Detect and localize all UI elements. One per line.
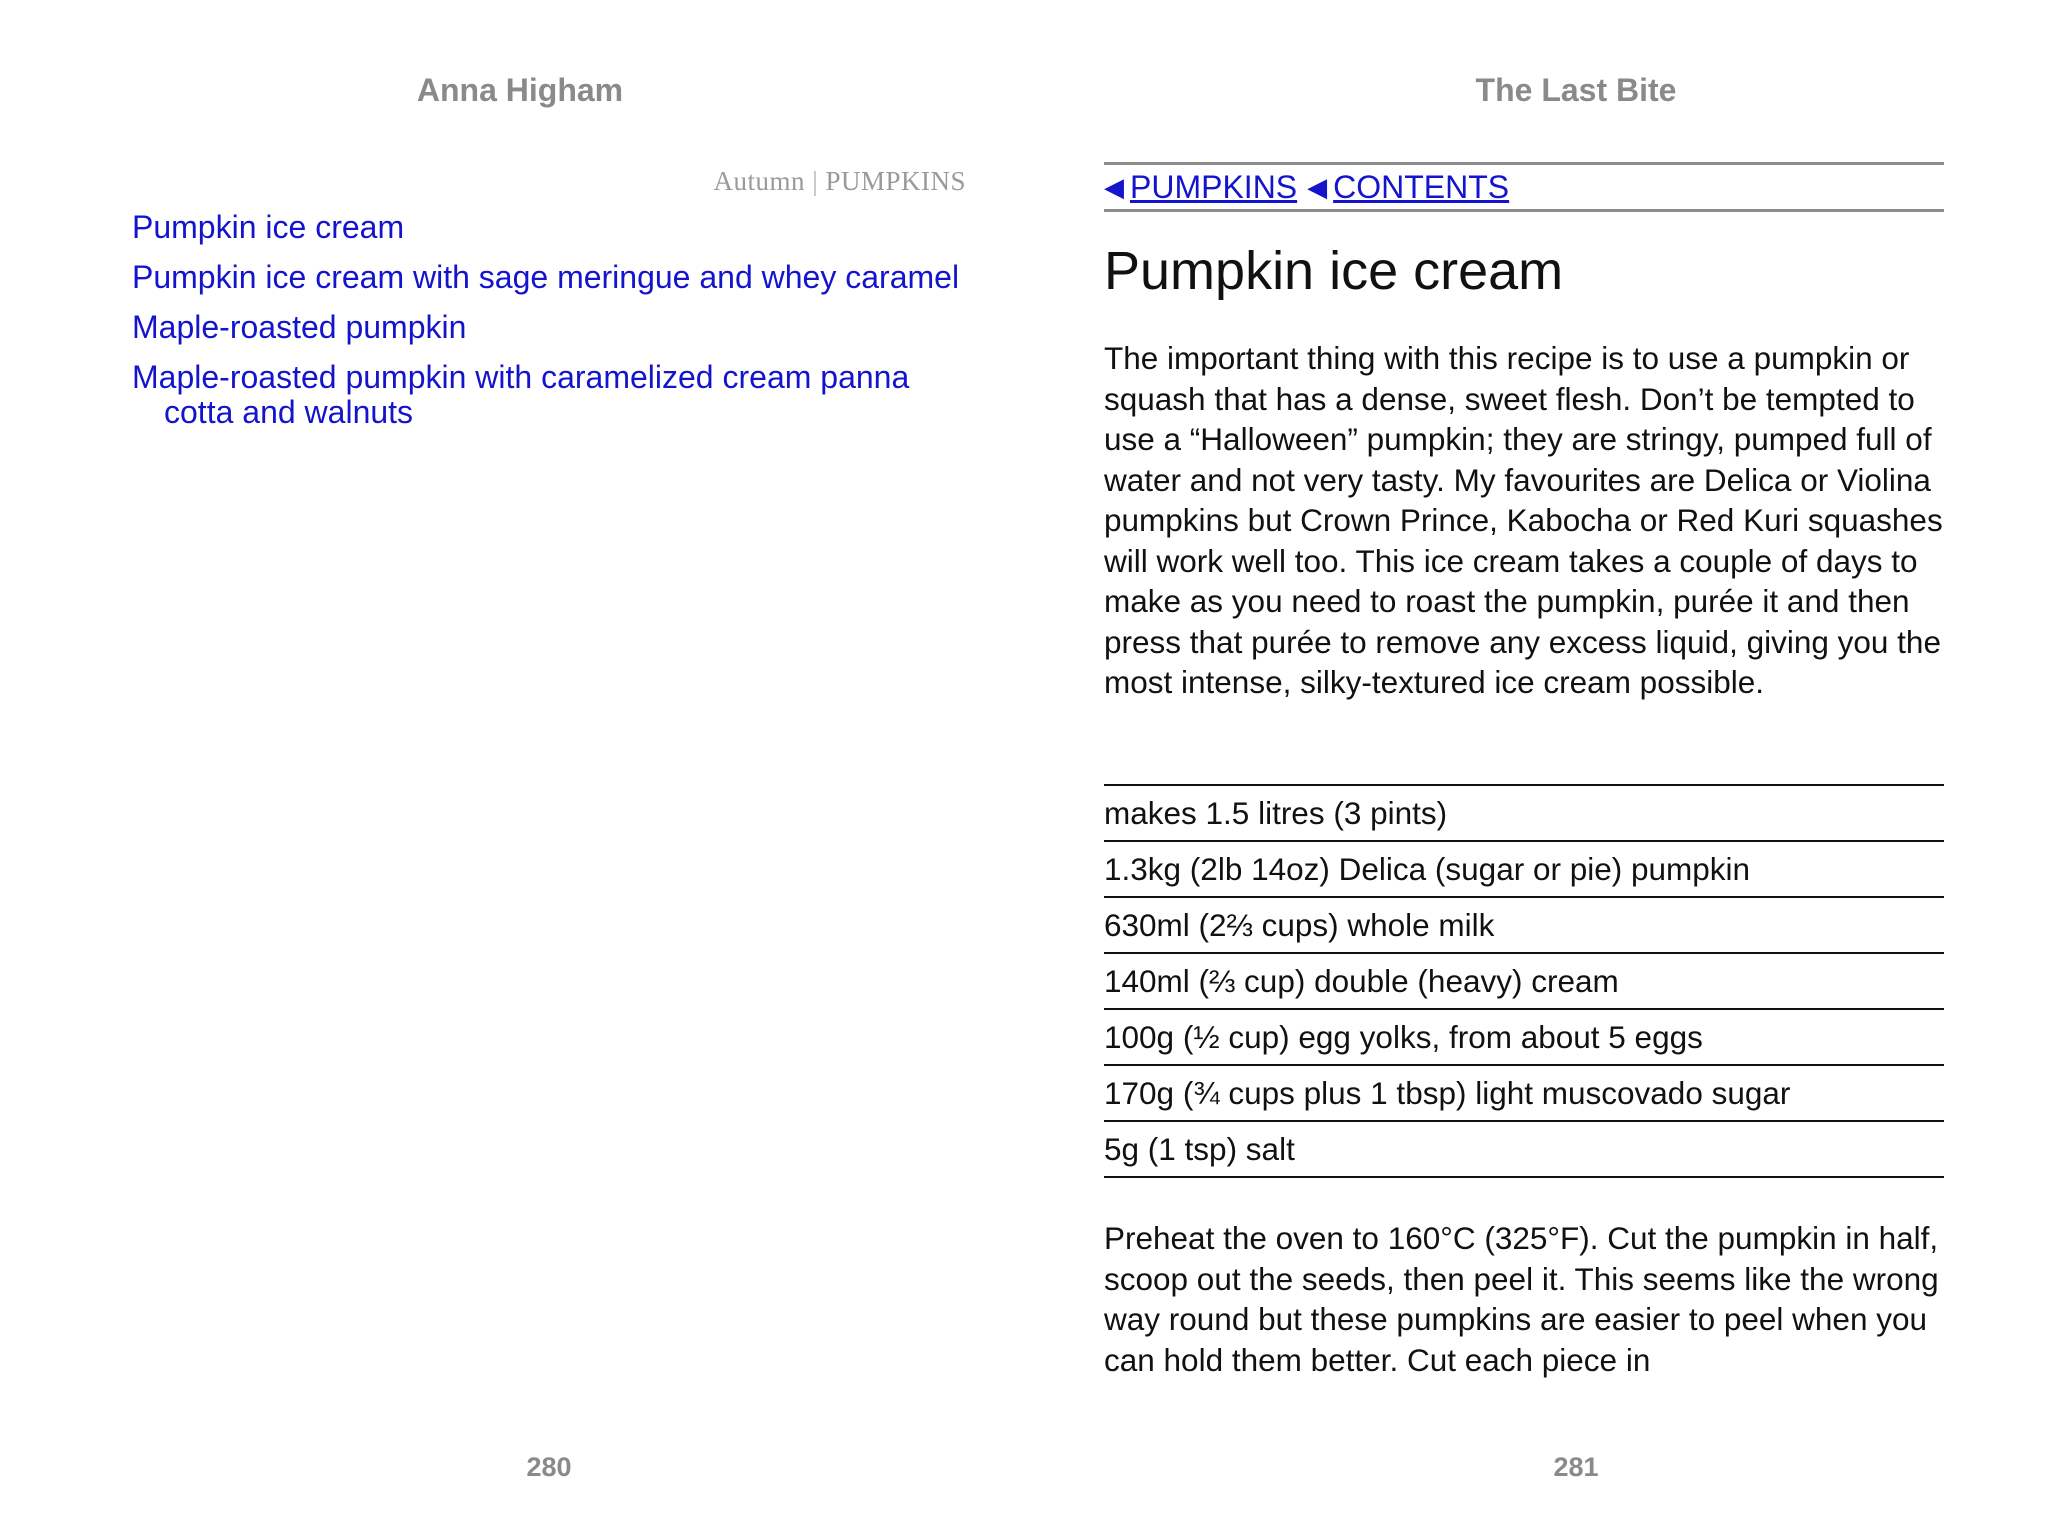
- section-category: PUMPKINS: [825, 166, 966, 196]
- back-triangle-icon: ◀: [1307, 171, 1328, 202]
- nav-link-contents[interactable]: [1307, 169, 1509, 206]
- running-head-book-title: The Last Bite: [1475, 72, 1677, 108]
- ingredients-table: [1104, 784, 1944, 1178]
- section-label: [132, 166, 966, 197]
- ingredient-row: 170g (¾ cups plus 1 tbsp) light muscovado sugar: [1104, 1066, 1944, 1122]
- ingredient-row: 630ml (2⅔ cups) whole milk: [1104, 898, 1944, 954]
- recipe-intro: The important thing with this recipe is to use a pumpkin or squash that has a dense, sweet flesh. Don’t be tempted to use a “Halloween” pumpkin; they are stringy, pumped full of water and not very tasty. My favourites are Delica or Violina pumpkins but Crown Prince, Kabocha or Red Kuri squashes will work well too. This ice cream takes a couple of days to make as you need to roast the pumpkin, purée it and then press that purée to remove any excess liquid, giving you the most intense, silky-textured ice cream possible.: [1104, 340, 1943, 700]
- recipe-title: Pumpkin ice cream: [1104, 241, 1564, 301]
- recipe-nav-bar: [1104, 162, 1944, 212]
- page-number-left: 280: [526, 1452, 572, 1482]
- nav-link-contents-label: CONTENTS: [1333, 168, 1510, 205]
- nav-link-pumpkins[interactable]: [1104, 169, 1297, 206]
- page-number-right: 281: [1553, 1452, 1599, 1482]
- running-head-author: Anna Higham: [416, 72, 624, 108]
- ingredient-row: 100g (½ cup) egg yolks, from about 5 eggs: [1104, 1010, 1944, 1066]
- recipe-method: Preheat the oven to 160°C (325°F). Cut the pumpkin in half, scoop out the seeds, then peel it. This seems like the wrong way round but these pumpkins are easier to peel when you can hold them better. Cut each piece in: [1104, 1220, 1939, 1378]
- ingredient-row: 1.3kg (2lb 14oz) Delica (sugar or pie) pumpkin: [1104, 842, 1944, 898]
- toc-link-maple-roasted-pumpkin[interactable]: Maple-roasted pumpkin: [132, 309, 467, 345]
- section-season: Autumn: [713, 166, 806, 196]
- toc-link-maple-roasted-pumpkin-panna-cotta[interactable]: Maple-roasted pumpkin with caramelized cream panna cotta and walnuts: [132, 359, 910, 430]
- back-triangle-icon: ◀: [1104, 171, 1124, 202]
- ingredient-row: 5g (1 tsp) salt: [1104, 1122, 1944, 1178]
- recipe-toc-list: [132, 210, 966, 445]
- toc-link-pumpkin-ice-cream[interactable]: Pumpkin ice cream: [132, 209, 405, 245]
- ingredient-row: 140ml (⅔ cup) double (heavy) cream: [1104, 954, 1944, 1010]
- section-separator: |: [812, 166, 819, 196]
- nav-link-pumpkins-label: PUMPKINS: [1130, 168, 1298, 205]
- ingredient-row-yield: makes 1.5 litres (3 pints): [1104, 786, 1944, 842]
- toc-link-pumpkin-ice-cream-sage-meringue[interactable]: Pumpkin ice cream with sage meringue and whey caramel: [132, 259, 960, 295]
